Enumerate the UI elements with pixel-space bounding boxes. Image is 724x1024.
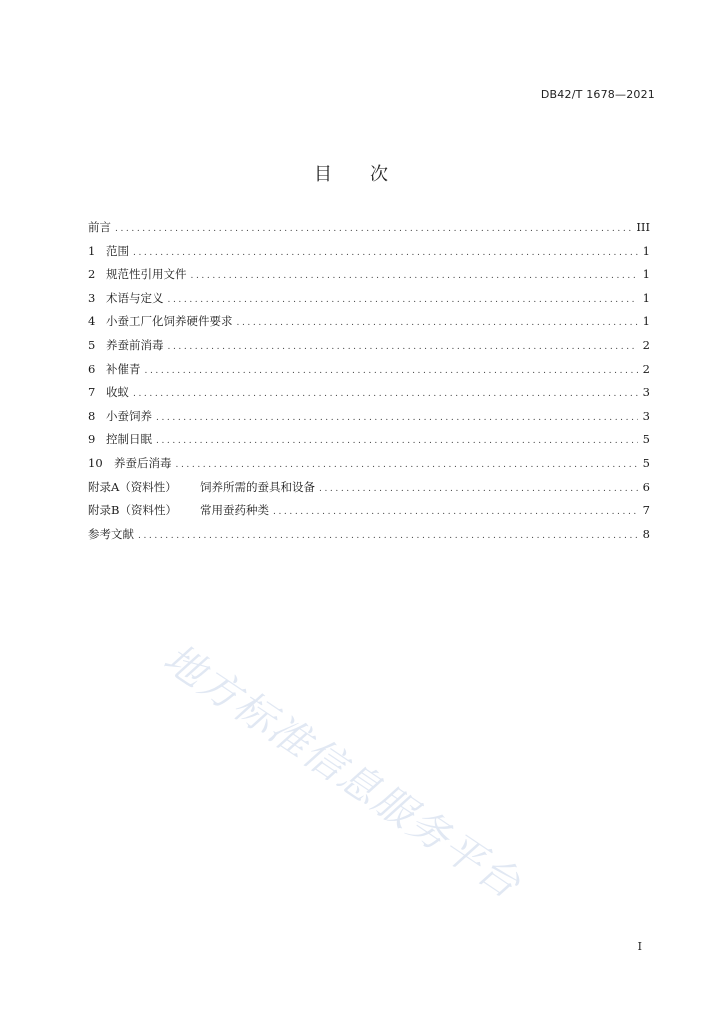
toc-entry-label: 养蚕前消毒 (106, 337, 164, 352)
toc-leader-dots (319, 478, 638, 502)
toc-entry-label: 前言 (88, 220, 111, 234)
toc-entry-6[interactable] (88, 358, 650, 382)
toc-entry-page: 5 (642, 455, 650, 470)
toc-entry-1[interactable] (88, 240, 650, 264)
toc-entry-page: 2 (642, 361, 650, 376)
toc-entry-references[interactable] (88, 523, 650, 547)
toc-entry-7[interactable] (88, 381, 650, 405)
toc-leader-dots (237, 312, 639, 336)
toc-leader-dots (168, 289, 639, 313)
toc-entry-page: 3 (642, 408, 650, 423)
toc-entry-9[interactable] (88, 428, 650, 452)
toc-entry-label: 饲养所需的蚕具和设备 (200, 479, 315, 494)
toc-entry-foreword[interactable] (88, 216, 650, 240)
toc-leader-dots (133, 383, 638, 407)
toc-entry-number: 7 (88, 385, 96, 400)
toc-entry-5[interactable] (88, 334, 650, 358)
toc-entry-page: III (636, 220, 650, 234)
toc-entry-label: 术语与定义 (106, 290, 164, 305)
toc-leader-dots (273, 501, 638, 525)
toc-entry-page: 5 (642, 432, 650, 447)
toc-entry-number: 5 (88, 337, 96, 352)
toc-entry-page: 7 (642, 503, 650, 518)
toc-title: 目次 (314, 164, 426, 185)
toc-entry-label: 规范性引用文件 (106, 267, 187, 282)
toc-entry-label: 收蚁 (106, 385, 129, 400)
table-of-contents (88, 216, 650, 546)
toc-leader-dots (145, 360, 639, 384)
toc-entry-appendix-a[interactable] (88, 476, 650, 500)
toc-entry-number: 4 (88, 314, 96, 329)
toc-entry-number: 附录A（资料性） (88, 479, 177, 494)
toc-entry-number: 8 (88, 408, 96, 423)
toc-entry-page: 1 (642, 243, 650, 258)
document-code: DB42/T 1678—2021 (540, 88, 655, 101)
toc-entry-page: 1 (642, 290, 650, 305)
toc-entry-3[interactable] (88, 287, 650, 311)
toc-leader-dots (133, 242, 638, 266)
toc-entry-label: 参考文献 (88, 526, 134, 541)
toc-entry-number: 附录B（资料性） (88, 503, 177, 518)
toc-entry-number: 9 (88, 432, 96, 447)
page-number: I (637, 940, 642, 953)
toc-entry-2[interactable] (88, 263, 650, 287)
toc-entry-number: 2 (88, 267, 96, 282)
toc-entry-number: 6 (88, 361, 96, 376)
toc-entry-label: 小蚕工厂化饲养硬件要求 (106, 314, 233, 329)
toc-entry-page: 6 (642, 479, 650, 494)
toc-leader-dots (191, 265, 639, 289)
toc-entry-label: 补催青 (106, 361, 141, 376)
toc-entry-label: 控制日眠 (106, 432, 152, 447)
toc-entry-label: 养蚕后消毒 (114, 455, 172, 470)
toc-entry-number: 1 (88, 243, 96, 258)
toc-entry-page: 3 (642, 385, 650, 400)
toc-entry-page: 1 (642, 314, 650, 329)
toc-leader-dots (168, 336, 639, 360)
toc-entry-8[interactable] (88, 405, 650, 429)
toc-entry-number: 10 (88, 455, 103, 470)
toc-leader-dots (156, 430, 638, 454)
toc-entry-label: 小蚕饲养 (106, 408, 152, 423)
toc-entry-label: 常用蚕药种类 (200, 503, 269, 518)
watermark: 地方标准信息服务平台 (155, 635, 530, 909)
toc-leader-dots (115, 218, 632, 242)
toc-entry-10[interactable] (88, 452, 650, 476)
toc-leader-dots (176, 454, 639, 478)
toc-entry-label: 范围 (106, 243, 129, 258)
toc-leader-dots (156, 407, 638, 431)
toc-entry-number: 3 (88, 290, 96, 305)
toc-entry-page: 8 (642, 526, 650, 541)
toc-entry-page: 2 (642, 337, 650, 352)
toc-leader-dots (138, 525, 638, 549)
toc-entry-4[interactable] (88, 310, 650, 334)
toc-entry-appendix-b[interactable] (88, 499, 650, 523)
toc-entry-page: 1 (642, 267, 650, 282)
